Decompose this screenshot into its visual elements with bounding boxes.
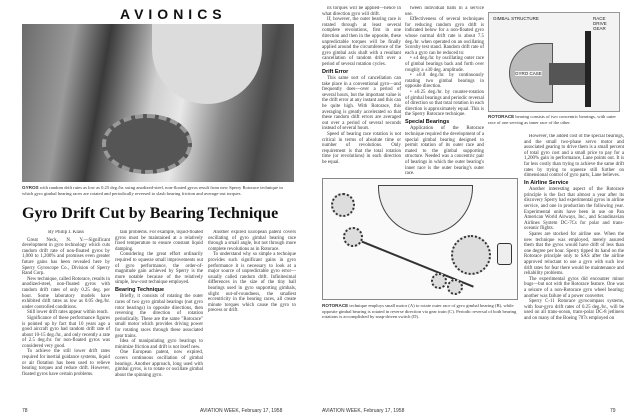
photo-caption: GYROS with random drift rates as low as 0.25 deg./hr. using anodized-steel, non-floated gyros result from new Sperry Rotorace technique in which gyro gimbal bearing races are rotated and periodically reversed to slash bearing friction and average-out torques. [22, 185, 283, 196]
paragraph: Spares are stocked for airline use. When the new technique was employed, merely assured them that the gyros would have drift of less than one degree per hour. Sperry tipped its hand on the Rotorace principle only to SAS after the airline approved reluctant to use a gyro with such low drift rates for fear there would be maintenance and reliability problems. [524, 232, 624, 277]
subhead: Bearing Technique [115, 286, 165, 293]
section-title: AVIONICS [120, 6, 227, 22]
page-number-right: 79 [610, 408, 616, 414]
paragraph: Briefly, it consists of rotating the outer races of two gyro gimbal bearings (not gyro rotor bearings) in opposite directions, then reversing the direction of rotation periodically. These are the same "Rotorace" small motor which provides driving power for rotating races through these associated gear trains. [115, 294, 203, 339]
headline: Gyro Drift Cut by Bearing Technique [22, 205, 279, 222]
bearing-diagram [488, 12, 620, 112]
paragraph: • ±0.8 deg./hr. by continuously rotating two gimbal bearings in opposite direction. [405, 73, 484, 90]
paragraph: New technique, called Rotorace, results in anodized-steel, non-floated gyros with random drift rates of only 0.25 deg. per hour. Some laboratory models have exhibited drift rates as low as 0.05 deg./hr. under controlled conditions. [22, 276, 110, 310]
diagram-caption: ROTORACE bearing consists of two concentric bearings, with outer race of one serving as inner race of the other. [488, 114, 616, 125]
paragraph: To achieve the still lower drift rates required for inertial guidance systems, liquid or air flotation has been used to relieve bearing torques and reduce drift. However, floated gyros have certain problems. [22, 349, 110, 377]
right-col-3 [524, 134, 624, 405]
paragraph: • ±4 deg./hr. by oscillating outer race of gimbal bearings back and forth over roughly a ±30 deg. amplitude. [405, 56, 484, 73]
subhead: Drift Error [322, 68, 349, 75]
paragraph: tain problems. For example, liquid-floated gyros must be maintained at a relatively fixed temperature to ensure constant liquid damping. [115, 230, 203, 252]
paragraph: Great Neck, N. Y.—Significant development in gyro technology which cuts random drift rate of non-floated gyros by 1,000 to 1,200% and promises even greater future gains has been revealed here by Sperry Gyroscope Co., Division of Sperry Rand Corp. [22, 237, 110, 277]
paragraph: tween individual balls in a service use. [405, 6, 484, 17]
gear-train-illustration [322, 178, 518, 300]
paragraph: Speed of bearing race rotation is not critical in terms of absolute time or number of revolutions. Only requirement is that the total rotation time (or revolutions) in each direction be equal. [322, 131, 401, 165]
paragraph: Another interesting aspect of the Rotorace principle is the fact that almost a year after its discovery Sperry had experimental gyros in airline service, and one in production the following year. Experimental units have been in use on Pan American World Airways, Inc., and Scandinavian Airlines System DC-7Cs for polar and trans-oceanic flights. [524, 187, 624, 232]
paragraph: Sperry C-11 Rotorace gyrocompass systems, with four-gyro drift rates of 0.25 deg./hr., will be used on all trans-ocean, trans-polar DC-8 jetliners and on many of the Boeing 707s employed on [524, 299, 624, 321]
left-col-2 [115, 230, 203, 404]
left-col-3 [208, 230, 296, 404]
right-col-2 [405, 6, 484, 176]
paragraph: Still lower drift rates appear within reach. [27, 310, 109, 316]
paragraph: Significance of these performance figures is pointed up by fact that 10 years ago a good aircraft gyro had random drift rate of about 10-15 deg./hr., and only recently a rate of 2.5 deg./hr. for non-floated gyros was considered very good. [22, 315, 110, 349]
right-col-1 [322, 6, 401, 176]
paragraph: its torques will be applied—hence in what direction gyro will drift. [322, 6, 401, 17]
gear-caption: ROTORACE technique employs small motor (A) to rotate outer race of gyro gimbal bearing (B), while opposite gimbal bearing is rotated in reverse direction via gear train (C). Periodic reversal of both bearing rotations is accomplished by snap-driven switch (D). [322, 303, 517, 320]
subhead: In Airline Service [524, 179, 569, 186]
diagram-label: GIMBAL STRUCTURE [493, 16, 539, 21]
paragraph: Idea of manipulating gyro bearings to minimize friction and drift is not itself new. [115, 339, 203, 350]
subhead: Special Bearings [405, 118, 450, 125]
diagram-label: RACE DRIVE GEAR [593, 16, 619, 31]
paragraph: Effectiveness of several techniques for reducing random gyro drift is indicated below for a non-floated gyro whose normal drift rate is about 7.5 deg./hr. when operated on an oscillating Scorsby test stand. Random drift rate of each a gyro can be reduced to: [405, 17, 484, 56]
paragraph: Considering the great effort ordinarily required to squeeze small improvements out of gyro performance, the order-of-magnitude gain achieved by Sperry is the more notable because of the relatively simple, low-cost technique employed. [115, 252, 203, 286]
paragraph: The experimental gyros did encounter minor bugs—but not with the Rotorace feature. One was a seizure of a non-Rotorace gyro wheel bearing; another was failure of a power converter. [524, 276, 624, 299]
paragraph: Another expired European patent covers oscillating of gyro gimbal bearing race through a small angle, but not through more complete revolutions as in Rotorace. [208, 230, 296, 252]
paragraph: This same sort of cancellation can take place in a conventional gyro—and frequently does—over a period of several hours, but the important value is the drift error at any instant and this can be quite high. With Rotorace, this averaging is greatly accelerated so that these random drift errors are averaged out over a period of several seconds instead of several hours. [322, 76, 401, 132]
paragraph: However, the added cost of the special bearings, and the small two-phase servo motor and associated gearing to drive them is a small percent of total gyro cost and a small price to pay for a 1,200% gain in performance, Lane points out. It is far less costly than trying to achieve the same drift rates by trying to squeeze still further on dimensional control of gyro parts, Lane believes. [524, 134, 624, 179]
footer-right: AVIATION WEEK, February 17, 1958 [322, 408, 405, 414]
footer-left: AVIATION WEEK, February 17, 1958 [200, 408, 283, 414]
paragraph: If, however, the outer bearing race is rotated through at least several complete revolutions, first in one direction and then in the opposite, these unpredictable torques will be finally applied around the circumference of the gyro gimbal axis shaft with a resultant cancellation of random drift over a period of several rotation cycles. [322, 17, 401, 67]
page-number-left: 78 [22, 408, 28, 414]
byline: By Philip J. Klass [48, 230, 84, 235]
paragraph: One European patent, now expired, covers continuous oscillation of gimbal bearings. Another approach, long used with gimbal gyros, is to rotate or oscillate gimbal about the spinning gyro. [115, 350, 203, 378]
paragraph: Application of the Rotorace technique required the development of a special gimbal bearing designed to permit rotation of its outer race and mated to the gimbal supporting structure. Needed was a concentric pair of bearings in which the outer bearing's inner race is the outer bearing's outer race. [405, 126, 484, 176]
diagram-label: GYRO CASE [515, 71, 542, 76]
paragraph: To understand why so simple a technique provides such significant gains in gyro performance it is necessary to look at a major source of unpredictable gyro error—usually called random drift. Infinitesimal differences in the size of the tiny ball bearings used in gyro supporting gimbals, slight out-of-roundness, the smallest eccentricity in the bearing races, all create minute torques which cause the gyro to precess or drift. [208, 252, 296, 314]
paragraph: • ±0.25 deg./hr. by counter-rotation of gimbal bearings and periodic reversal of direction so that total rotation in each direction is approximately equal. This is the Sperry Rotorace technique. [405, 89, 484, 118]
left-col-1 [22, 230, 110, 404]
gyro-photo [22, 24, 294, 182]
